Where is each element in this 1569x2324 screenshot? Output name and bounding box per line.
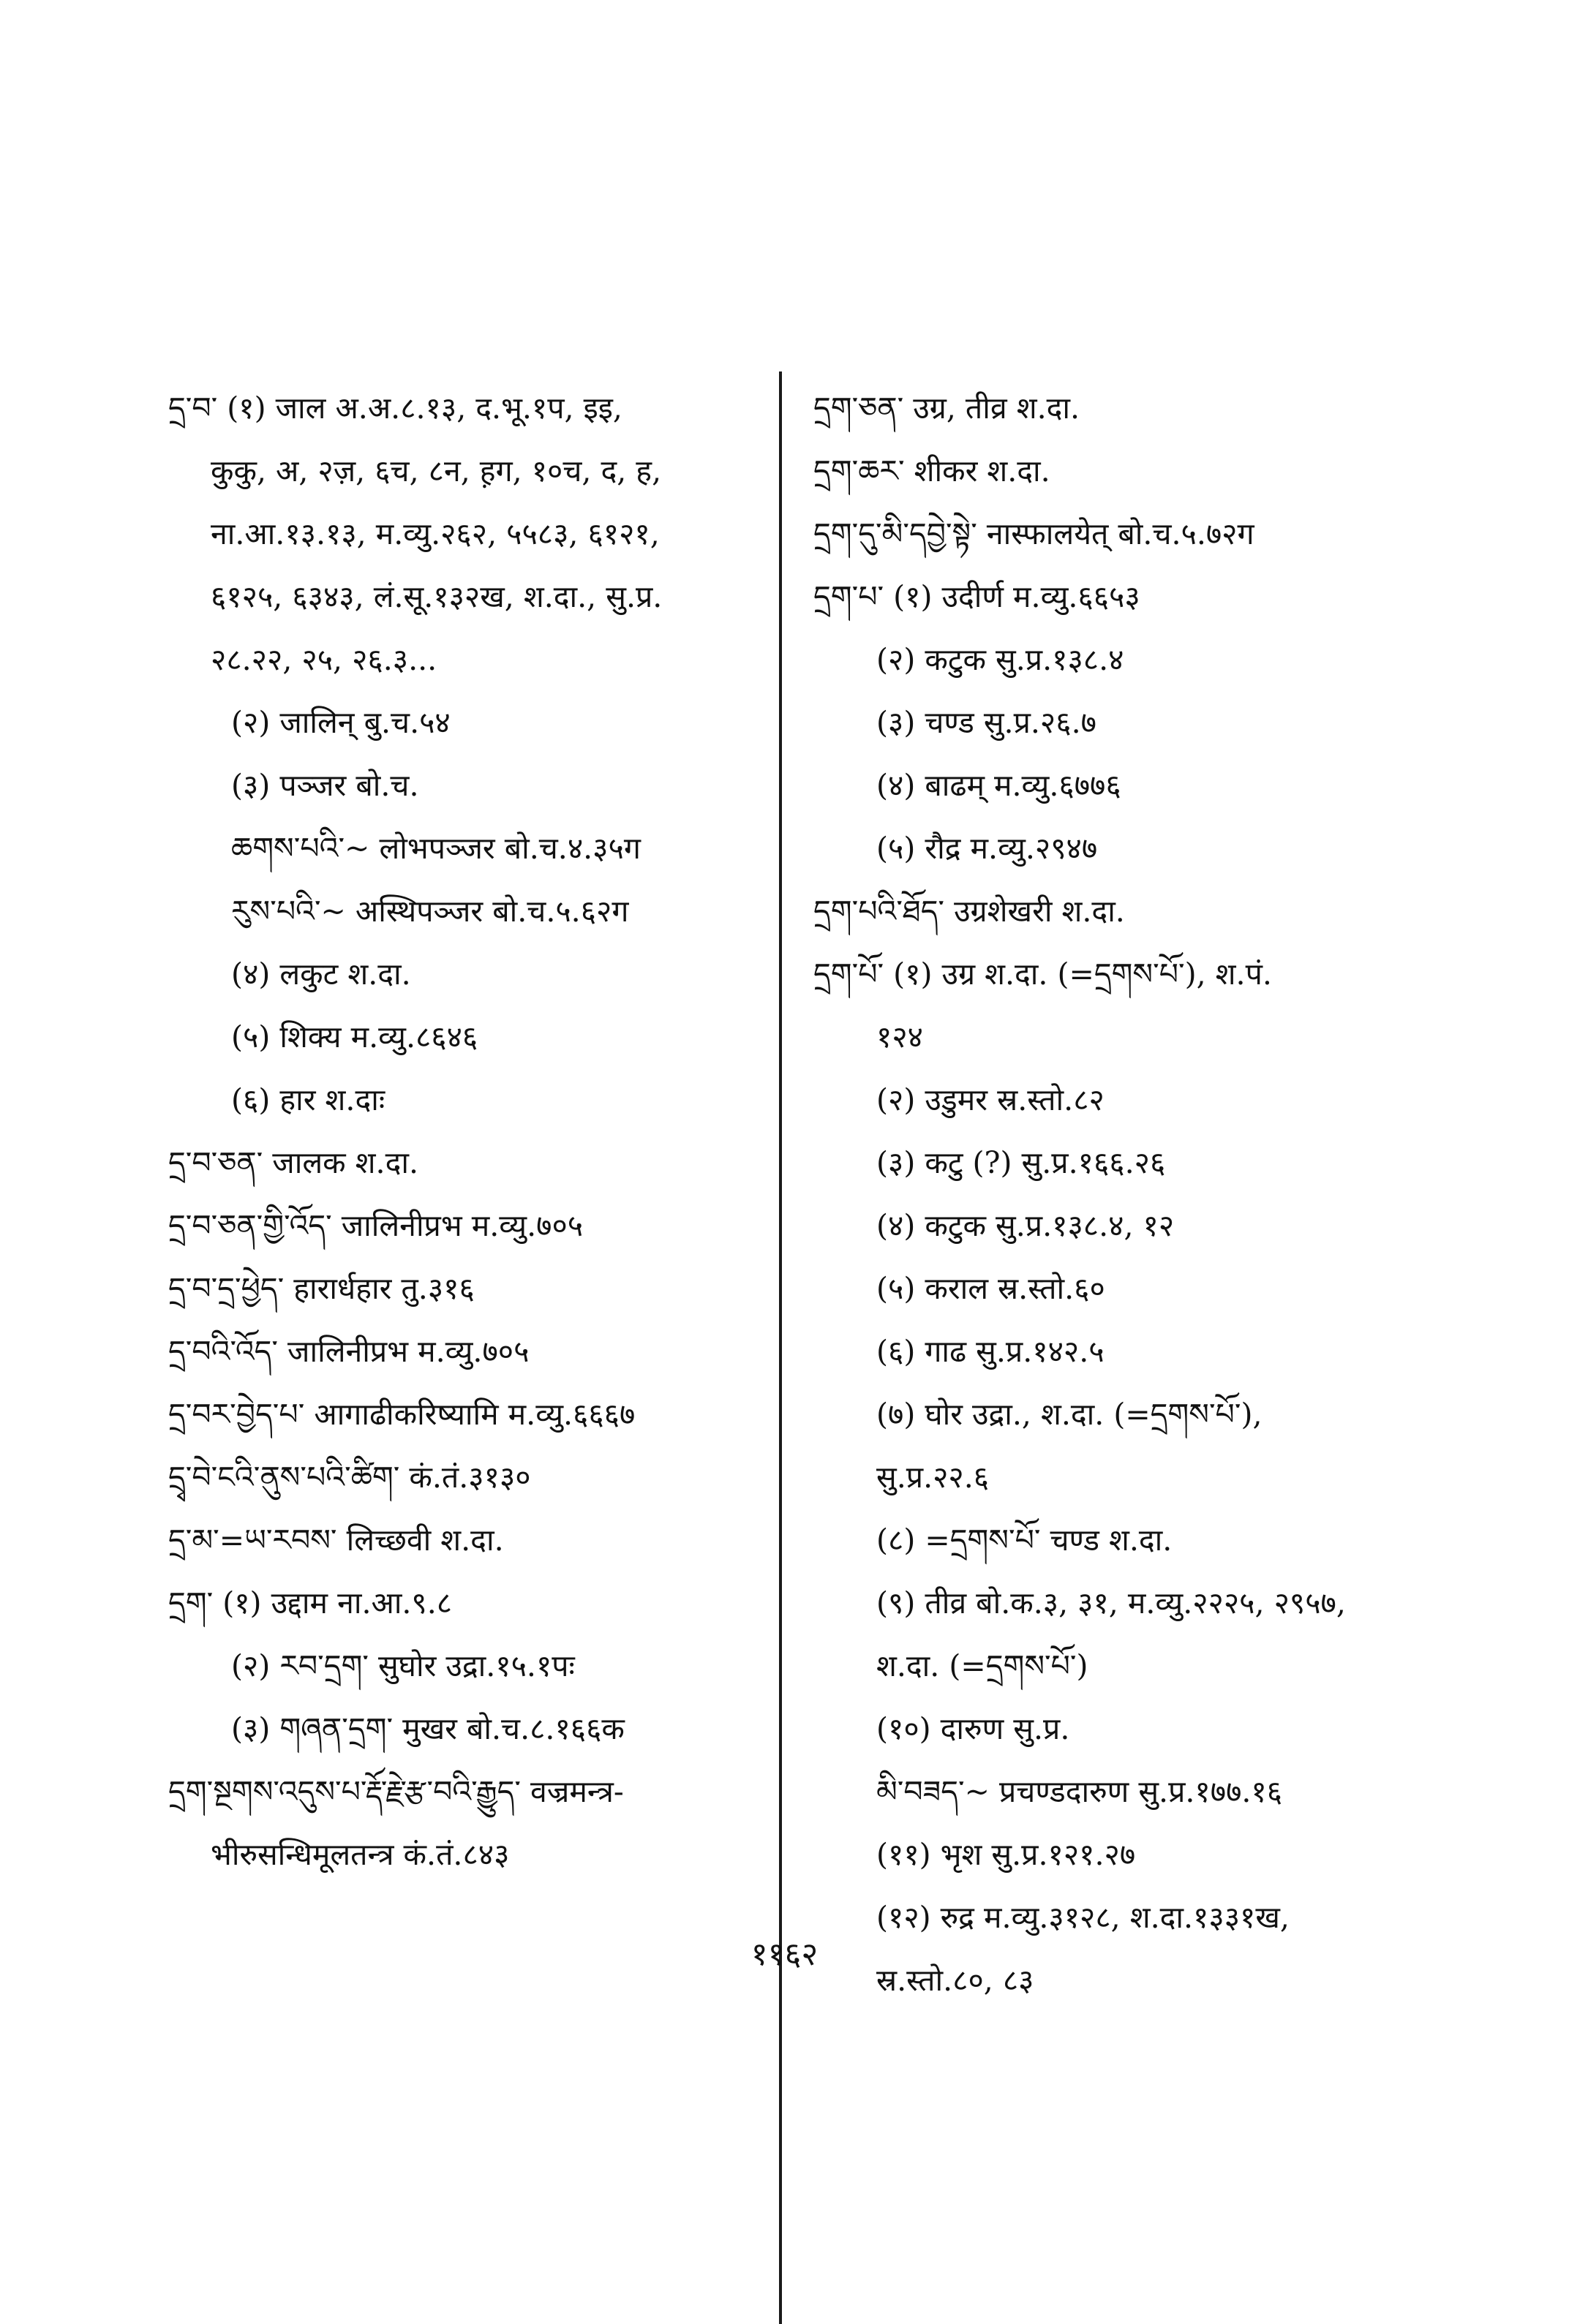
dictionary-entry: དྲག་པོ་ (१) उग्र श.दा. (=དྲགས་པོ་), श.पं. [813, 957, 1272, 992]
dictionary-entry: དྲག་པ་ (१) उदीर्ण म.व्यु.६६५३ [813, 579, 1140, 614]
entry-line: १२४ [876, 1019, 923, 1055]
entry-line: རུས་པའི་~ अस्थिपञ्जर बो.च.५.६२ग [231, 894, 629, 929]
dictionary-entry: དྲ་བ་དྲ་ཕྱེད་ हारार्धहार तु.३१६ [168, 1271, 475, 1306]
dictionary-entry: དྲ་བ་ཅན་གྱི་འོད་ जालिनीप्रभ म.व्यु.७०५ [168, 1208, 584, 1243]
entry-line: २८.२२, २५, २६.३... [211, 642, 437, 677]
dictionary-entry: དྲ་བ་ (१) जाल अ.अ.८.१३, द.भू.१प, इइ, [168, 391, 622, 426]
entry-line: कुकु, अ, २ज़, ६च, ८न, ह़ग, १०च, द, ह, [211, 453, 662, 488]
entry-line: (६) हार श.दाः [231, 1082, 385, 1117]
entry-line: (२) उडुमर स्र.स्तो.८२ [876, 1082, 1105, 1117]
entry-line: (६) गाढ सु.प्र.१४२.५ [876, 1334, 1105, 1369]
dictionary-entry: དྲ་བར་བྱེད་པ་ आगाढीकरिष्यामि म.व्यु.६६६७ [168, 1397, 636, 1432]
entry-line: स्र.स्तो.८०, ८३ [876, 1963, 1034, 1998]
entry-line: (११) भृश सु.प्र.१२१.२७ [876, 1837, 1136, 1872]
dictionary-entry: དྲ་བའི་འོད་ जालिनीप्रभ म.व्यु.७०५ [168, 1334, 530, 1369]
entry-line: ६१२५, ६३४३, लं.सू.१३२ख, श.दा., सु.प्र. [211, 579, 663, 614]
entry-line: (३) གཞན་དྲག་ मुखर बो.च.८.१६६क [231, 1711, 625, 1746]
dictionary-entry: དྲག་ཆར་ शीकर श.दा. [813, 453, 1050, 488]
dictionary-entry: དྲག་ཅན་ उग्र, तीव्र श.दा. [813, 391, 1080, 426]
entry-line: (४) बाढम् म.व्यु.६७७६ [876, 768, 1121, 803]
dictionary-entry: དྲ་བ་ཅན་ जालक श.दा. [168, 1145, 419, 1180]
entry-line: (५) रौद्र म.व्यु.२९४७ [876, 831, 1098, 866]
column-divider [779, 371, 782, 2324]
entry-line: ना.आ.१३.१३, म.व्यु.२६२, ५५८३, ६१२१, [211, 516, 660, 551]
entry-line: (४) लकुट श.दा. [231, 957, 411, 992]
entry-line: (१२) रुद्र म.व्यु.३१२८, श.दा.१३३१ख, [876, 1900, 1290, 1935]
entry-line: (२) कटुक सु.प्र.१३८.४ [876, 642, 1124, 677]
right-column [813, 377, 1457, 2012]
entry-line: (७) घोर उद्रा., श.दा. (=དྲགས་པོ་), [876, 1397, 1263, 1432]
dictionary-entry: དྲག་སྔགས་འདུས་པ་རྡོ་རྗེ་རྩ་བའི་རྒྱུད་ वज्रमन्त्र- [168, 1774, 624, 1809]
entry-line: (३) पञ्जर बो.च. [231, 768, 419, 803]
dictionary-entry: དྲག་དུ་མི་དབྱེ་སྟེ་ नास्फालयेत् बो.च.५.७२ग [813, 516, 1254, 551]
dictionary-entry: དྲ་མ་=ཡ་རབས་ लिच्छवी श.दा. [168, 1523, 504, 1558]
entry-line: सु.प्र.२२.६ [876, 1460, 990, 1495]
entry-line: (९) तीव्र बो.क.३, ३१, म.व्यु.२२२५, २९५७, [876, 1585, 1346, 1621]
entry-line: श.दा. (=དྲགས་པོ་) [876, 1648, 1088, 1683]
dictionary-entry: དྲྭ་བེ་ངའི་ནུས་པའི་ཚིག་ कं.तं.३१३० [168, 1460, 531, 1495]
entry-line: (५) कराल स्र.स्तो.६० [876, 1271, 1105, 1306]
dictionary-entry: དྲག་པའི་ཐོད་ उग्रशेखरी श.दा. [813, 894, 1125, 929]
entry-line: (४) कटुक सु.प्र.१३८.४, १२ [876, 1208, 1175, 1243]
entry-line: (२) རབ་དྲག་ सुघोर उद्रा.१५.१पः [231, 1648, 575, 1683]
entry-line: (१०) दारुण सु.प्र. [876, 1711, 1070, 1746]
entry-line: (२) जालिन् बु.च.५४ [231, 705, 451, 740]
entry-line: (३) चण्ड सु.प्र.२६.७ [876, 705, 1096, 740]
entry-line: མི་བཟད་~ प्रचण्डदारुण सु.प्र.१७७.१६ [876, 1774, 1283, 1809]
dictionary-entry: དྲག་ (१) उद्दाम ना.आ.९.८ [168, 1585, 453, 1621]
entry-line: भीरुसन्धिमूलतन्त्र कं.तं.८४३ [211, 1837, 510, 1872]
entry-line: (५) शिक्य म.व्यु.८६४६ [231, 1019, 478, 1055]
entry-line: (८) =དྲགས་པོ་ चण्ड श.दा. [876, 1523, 1173, 1558]
page-number: ११६२ [750, 1936, 819, 1973]
entry-line: (३) कटु (?) सु.प्र.१६६.२६ [876, 1145, 1166, 1180]
left-column [168, 377, 764, 1886]
entry-line: ཆགས་པའི་~ लोभपञ्जर बो.च.४.३५ग [231, 831, 641, 866]
